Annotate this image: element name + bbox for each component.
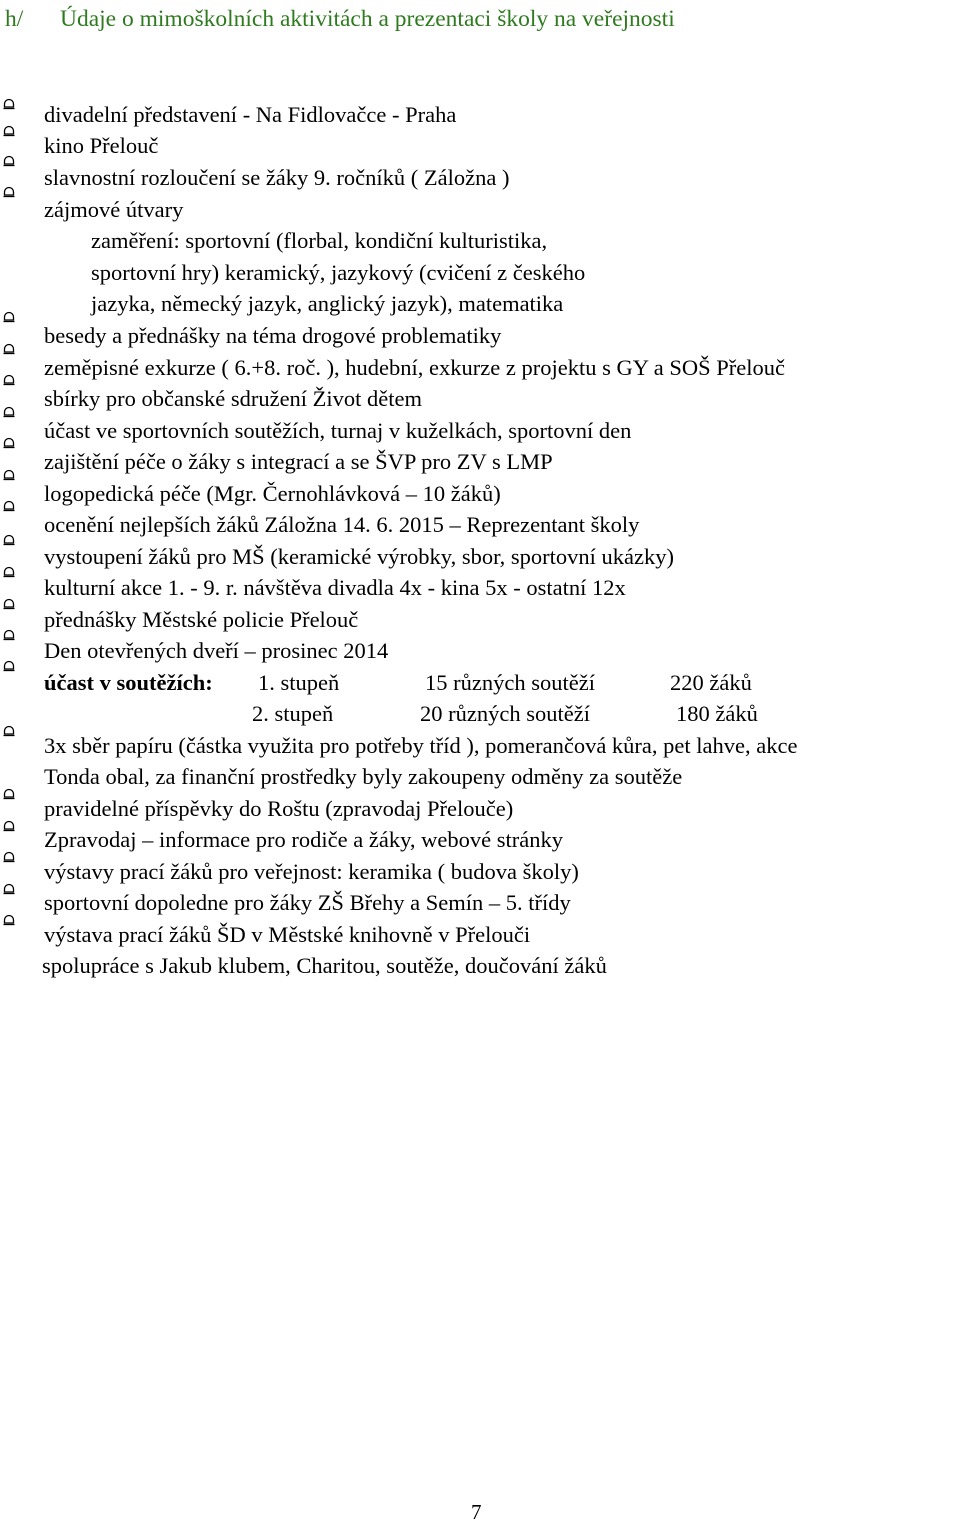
competitions-level: 1. stupeň [258, 670, 340, 695]
page-number: 7 [471, 1500, 482, 1524]
list-item-continuation: Tonda obal, za finanční prostředky byly zakoupeny odměny za soutěže [44, 764, 683, 789]
competitions-count: 20 různých soutěží [420, 701, 590, 726]
list-item: spolupráce s Jakub klubem, Charitou, soutěže, doučování žáků [42, 953, 607, 978]
list-item: ocenění nejlepších žáků Záložna 14. 6. 2015 – Reprezentant školy [44, 512, 640, 537]
list-item: Den otevřených dveří – prosinec 2014 [44, 638, 389, 663]
competitions-row [44, 668, 213, 698]
bullet-icon [3, 98, 15, 112]
bullet-icon [3, 186, 15, 200]
section-title: Údaje o mimoškolních aktivitách a prezentaci školy na veřejnosti [60, 6, 675, 32]
list-item: kino Přelouč [44, 133, 159, 158]
list-item: zajištění péče o žáky s integrací a se ŠVP pro ZV s LMP [44, 449, 553, 474]
bullet-icon [3, 534, 15, 548]
competitions-label: účast v soutěžích: [44, 670, 213, 695]
bullet-icon [3, 725, 15, 739]
list-item: 3x sběr papíru (částka využita pro potřeby tříd ), pomerančová kůra, pet lahve, akce [44, 733, 798, 758]
list-item: logopedická péče (Mgr. Černohlávková – 10 žáků) [44, 481, 501, 506]
list-item: zájmové útvary [44, 197, 184, 222]
bullet-icon [3, 629, 15, 643]
list-item: přednášky Městské policie Přelouč [44, 607, 359, 632]
competitions-pupils: 180 žáků [676, 701, 758, 726]
bullet-icon [3, 883, 15, 897]
competitions-count: 15 různých soutěží [425, 670, 595, 695]
bullet-icon [3, 437, 15, 451]
list-item: účast ve sportovních soutěžích, turnaj v kuželkách, sportovní den [44, 418, 632, 443]
list-item: Zpravodaj – informace pro rodiče a žáky, webové stránky [44, 827, 563, 852]
list-item: výstavy prací žáků pro veřejnost: keramika ( budova školy) [44, 859, 579, 884]
bullet-icon [3, 374, 15, 388]
list-item: pravidelné příspěvky do Roštu (zpravodaj Přelouče) [44, 796, 514, 821]
competitions-pupils: 220 žáků [670, 670, 752, 695]
bullet-icon [3, 155, 15, 169]
bullet-icon [3, 598, 15, 612]
list-item: slavnostní rozloučení se žáky 9. ročníků ( Záložna ) [44, 165, 510, 190]
list-item: kulturní akce 1. - 9. r. návštěva divadla 4x - kina 5x - ostatní 12x [44, 575, 626, 600]
list-item: sbírky pro občanské sdružení Život dětem [44, 386, 423, 411]
bullet-icon [3, 500, 15, 514]
list-item: besedy a přednášky na téma drogové problematiky [44, 323, 502, 348]
section-heading [0, 6, 960, 36]
competitions-level: 2. stupeň [252, 701, 334, 726]
bullet-icon [3, 788, 15, 802]
bullet-icon [3, 469, 15, 483]
bullet-icon [3, 914, 15, 928]
list-item: výstava prací žáků ŠD v Městské knihovně v Přelouči [44, 922, 531, 947]
bullet-icon [3, 343, 15, 357]
list-item: zeměpisné exkurze ( 6.+8. roč. ), hudební, exkurze z projektu s GY a SOŠ Přelouč [44, 355, 786, 380]
list-item-continuation: sportovní hry) keramický, jazykový (cvičení z českého [91, 260, 586, 285]
list-item: sportovní dopoledne pro žáky ZŠ Břehy a Semín – 5. třídy [44, 890, 571, 915]
bullet-icon [3, 660, 15, 674]
bullet-icon [3, 566, 15, 580]
bullet-icon [3, 311, 15, 325]
list-item-continuation: zaměření: sportovní (florbal, kondiční kulturistika, [91, 228, 548, 253]
section-letter: h/ [5, 6, 24, 32]
bullet-icon [3, 820, 15, 834]
bullet-icon [3, 125, 15, 139]
list-item-continuation: jazyka, německý jazyk, anglický jazyk), matematika [91, 291, 564, 316]
list-item: divadelní představení - Na Fidlovačce - Praha [44, 102, 457, 127]
bullet-icon [3, 406, 15, 420]
list-item: vystoupení žáků pro MŠ (keramické výrobky, sbor, sportovní ukázky) [44, 544, 675, 569]
bullet-icon [3, 851, 15, 865]
